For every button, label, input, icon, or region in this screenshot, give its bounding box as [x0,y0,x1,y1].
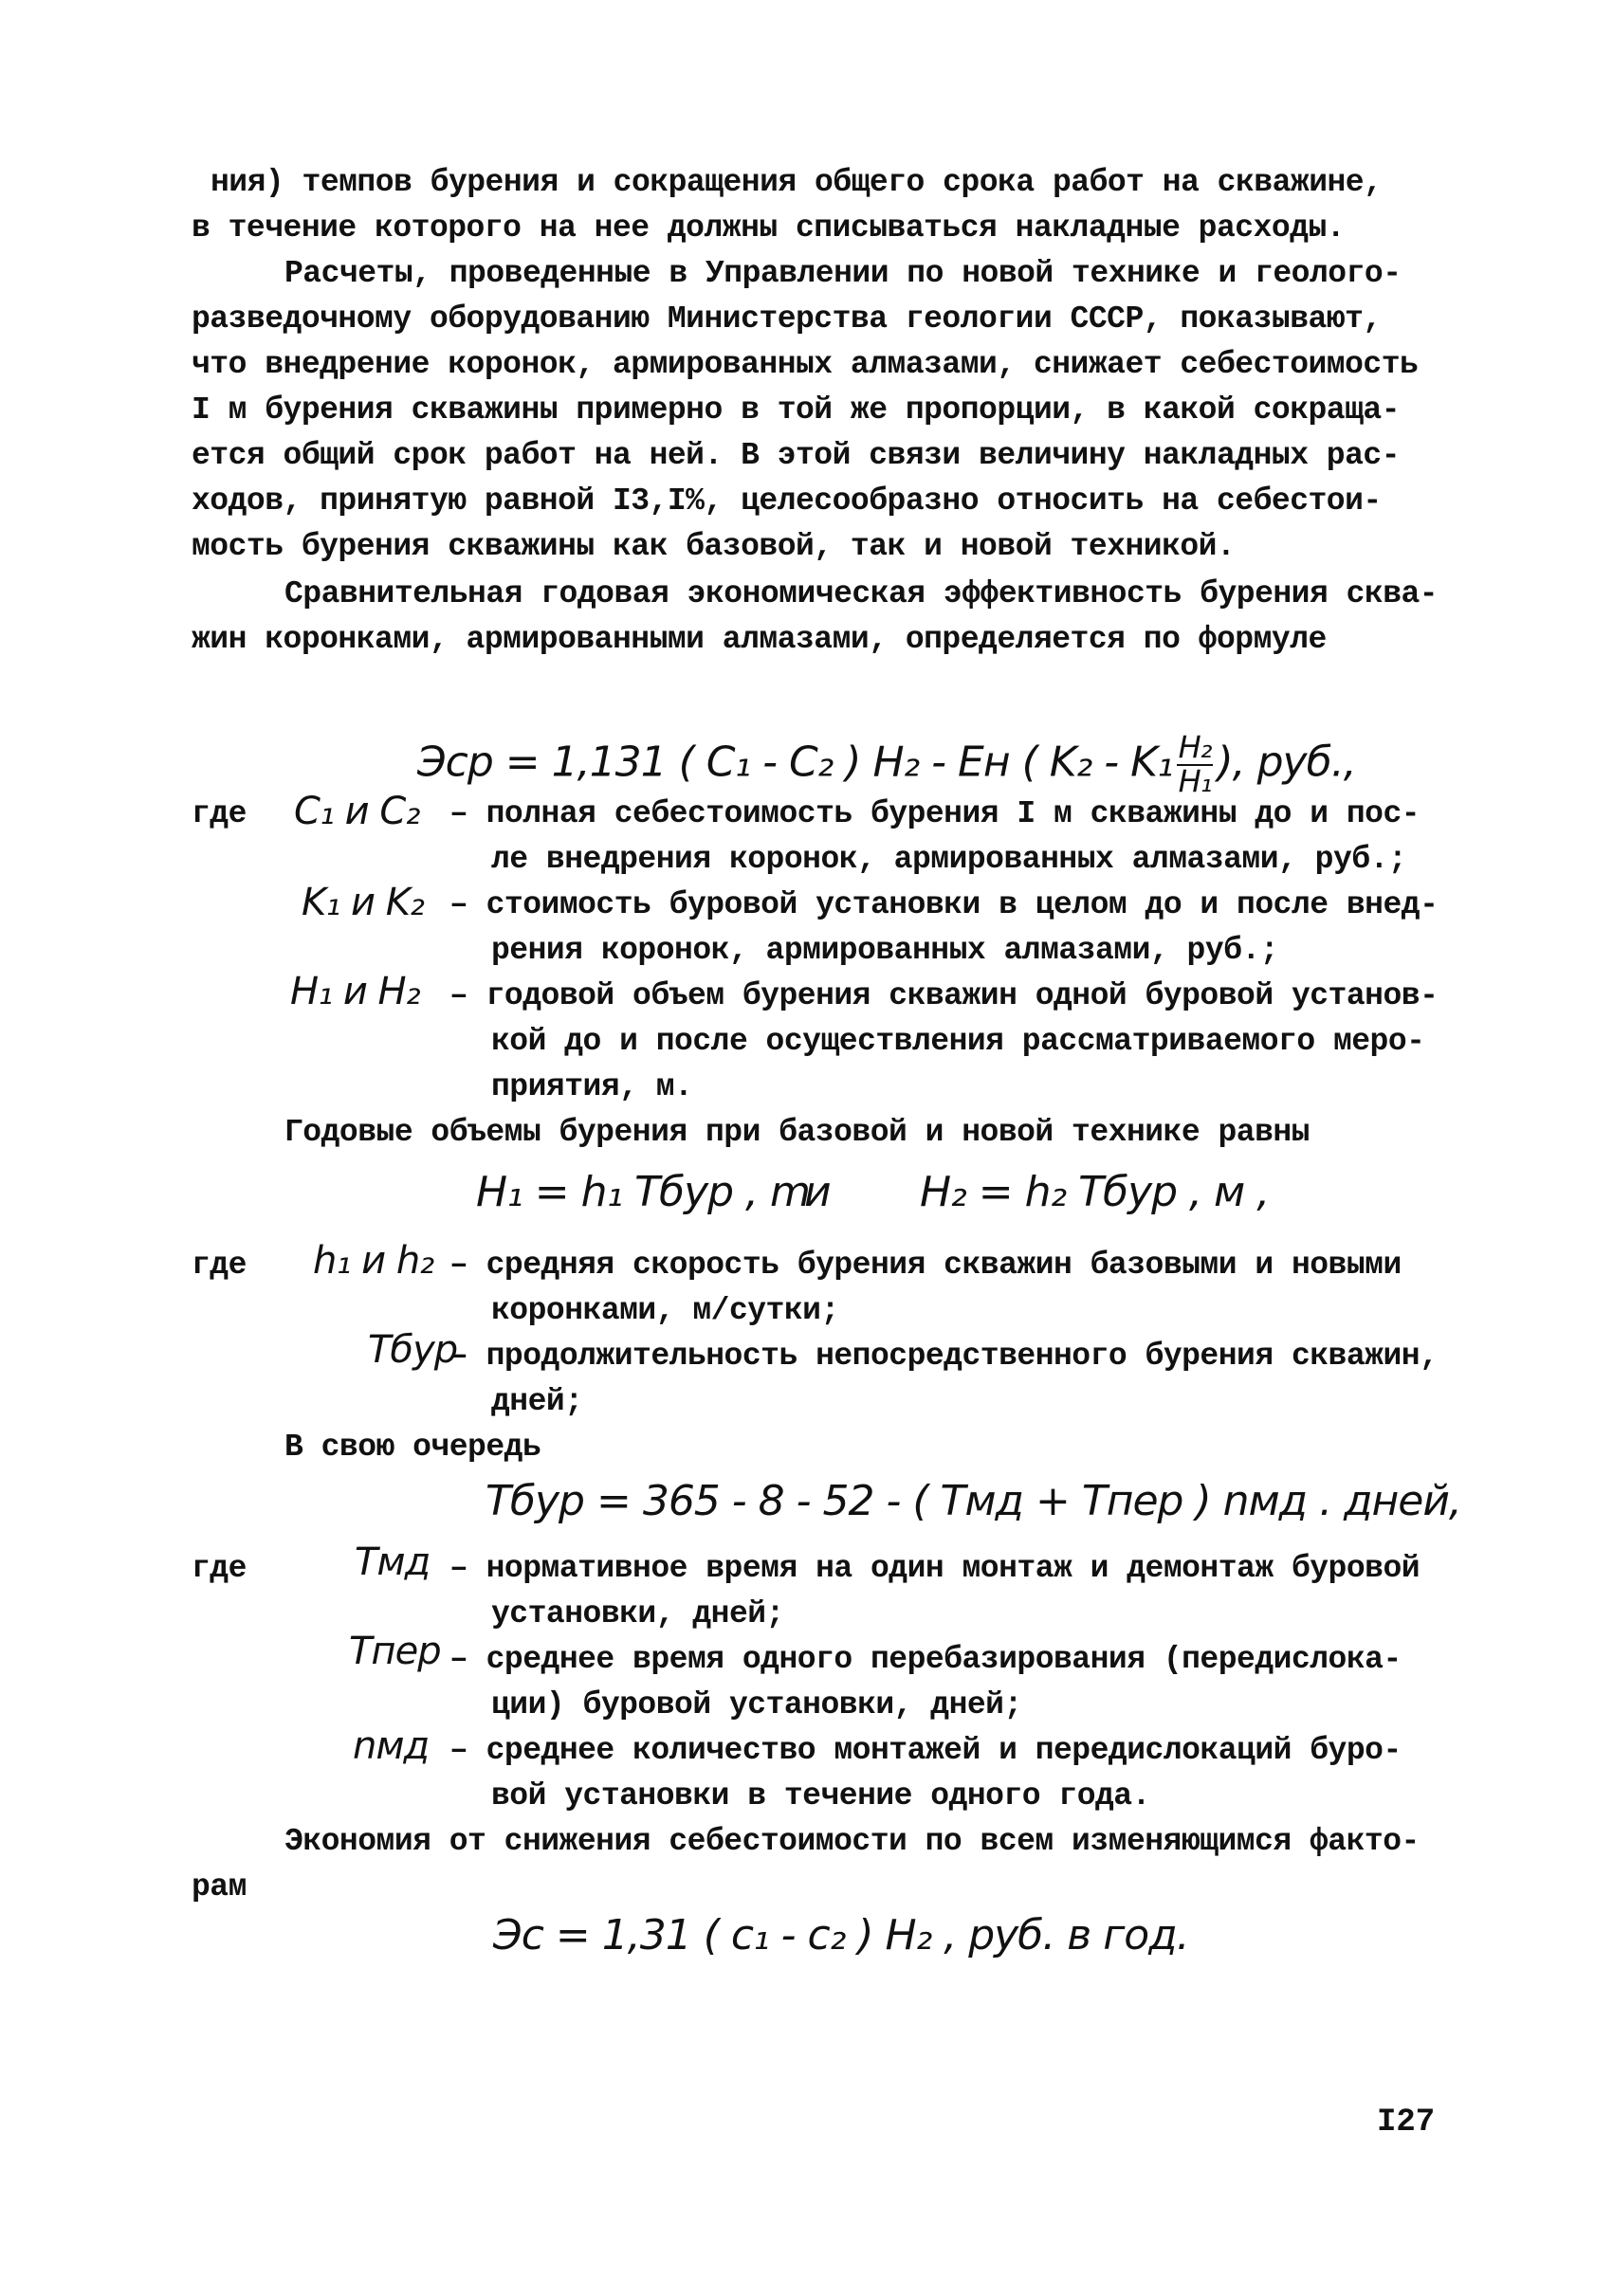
where-label: где [192,1248,247,1283]
text-line: Сравнительная годовая экономическая эффективность бурения сква- [284,576,1439,611]
definition-text: – нормативное время на один монтаж и демонтаж буровой [449,1551,1421,1586]
definition-text: – полная себестоимость бурения I м скважины до и пос- [449,796,1421,831]
fraction-numerator: H₂ [1178,729,1212,765]
fraction-denominator: H₁ [1178,762,1212,799]
text-line: жин коронками, армированными алмазами, определяется по формуле [192,622,1327,657]
definition-text: – среднее время одного перебазирования (передислока- [449,1642,1402,1677]
definition-symbol: Tпер [349,1630,441,1673]
definition-symbol: Tмд [355,1540,431,1584]
definition-symbol: Tбур [368,1328,458,1372]
definition-text: вой установки в течение одного года. [491,1778,1150,1813]
definition-text: приятия, м. [491,1069,693,1104]
text-line: Годовые объемы бурения при базовой и новой технике равны [284,1115,1310,1150]
definition-text: коронками, м/сутки; [491,1293,839,1328]
definition-symbol: C₁ и C₂ [294,790,420,833]
where-label: где [192,796,247,831]
formula-annual-volume-new: H₂ = h₂ Tбур , м , [920,1168,1270,1216]
text-line: I м бурения скважины примерно в той же пропорции, в какой сокраща- [192,392,1401,428]
formula-annual-volume-base: H₁ = h₁ Tбур , m [476,1168,810,1216]
text-line: в течение которого на нее должны списываться накладные расходы. [192,210,1346,246]
definition-text: кой до и после осуществления рассматриваемого меро- [491,1024,1425,1059]
text-line: Расчеты, проведенные в Управлении по новой технике и геолого- [284,256,1402,291]
text-line: мость бурения скважины как базовой, так и новой техникой. [192,529,1236,564]
definition-symbol: h₁ и h₂ [313,1239,434,1283]
definition-text: установки, дней; [491,1596,784,1631]
fraction [1177,729,1214,799]
text-line: что внедрение коронок, армированных алмазами, снижает себестоимость [192,347,1419,382]
definition-text: дней; [491,1384,583,1419]
text-line: рам [192,1869,247,1904]
page-number: I27 [1377,2105,1436,2141]
formula-cost-savings: Эс = 1,31 ( c₁ - c₂ ) H₂ , руб. в год. [493,1911,1189,1959]
text-line: Экономия от снижения себестоимости по всем изменяющимся факто- [284,1824,1420,1859]
definition-text: ле внедрения коронок, армированных алмазами, руб.; [491,842,1407,877]
definition-symbol: H₁ и H₂ [290,970,420,1013]
formula-conjunction: и [804,1168,831,1216]
definition-symbol: nмд [353,1724,430,1768]
definition-text: – среднее количество монтажей и передислокаций буро- [449,1733,1402,1768]
text-line: ется общий срок работ на ней. В этой связи величину накладных рас- [192,438,1401,473]
definition-text: – продолжительность непосредственного бурения скважин, [449,1339,1439,1374]
text-line: В свою очередь [284,1430,541,1465]
definition-symbol: K₁ и K₂ [302,881,424,924]
formula-drilling-time: Tбур = 365 - 8 - 52 - ( Tмд + Tпер ) nмд . дней, [486,1477,1461,1525]
text-line: ния) темпов бурения и сокращения общего срока работ на скважине, [211,165,1383,200]
text-line: ходов, принятую равной I3,I%, целесообразно относить на себестои- [192,483,1382,519]
where-label: где [192,1551,247,1586]
definition-text: – средняя скорость бурения скважин базовыми и новыми [449,1248,1402,1283]
definition-text: ции) буровой установки, дней; [491,1687,1022,1722]
definition-text: рения коронок, армированных алмазами, руб.; [491,933,1279,968]
definition-text: – стоимость буровой установки в целом до и после внед- [449,887,1439,922]
formula-left: Эср = 1,131 ( C₁ - C₂ ) H₂ - Eн ( K₂ - K₁ [416,738,1173,787]
text-line: разведочному оборудованию Министерства геологии СССР, показывают, [192,301,1382,337]
formula-right: ), руб., [1217,738,1356,787]
definition-text: – годовой объем бурения скважин одной буровой установ- [449,978,1439,1013]
